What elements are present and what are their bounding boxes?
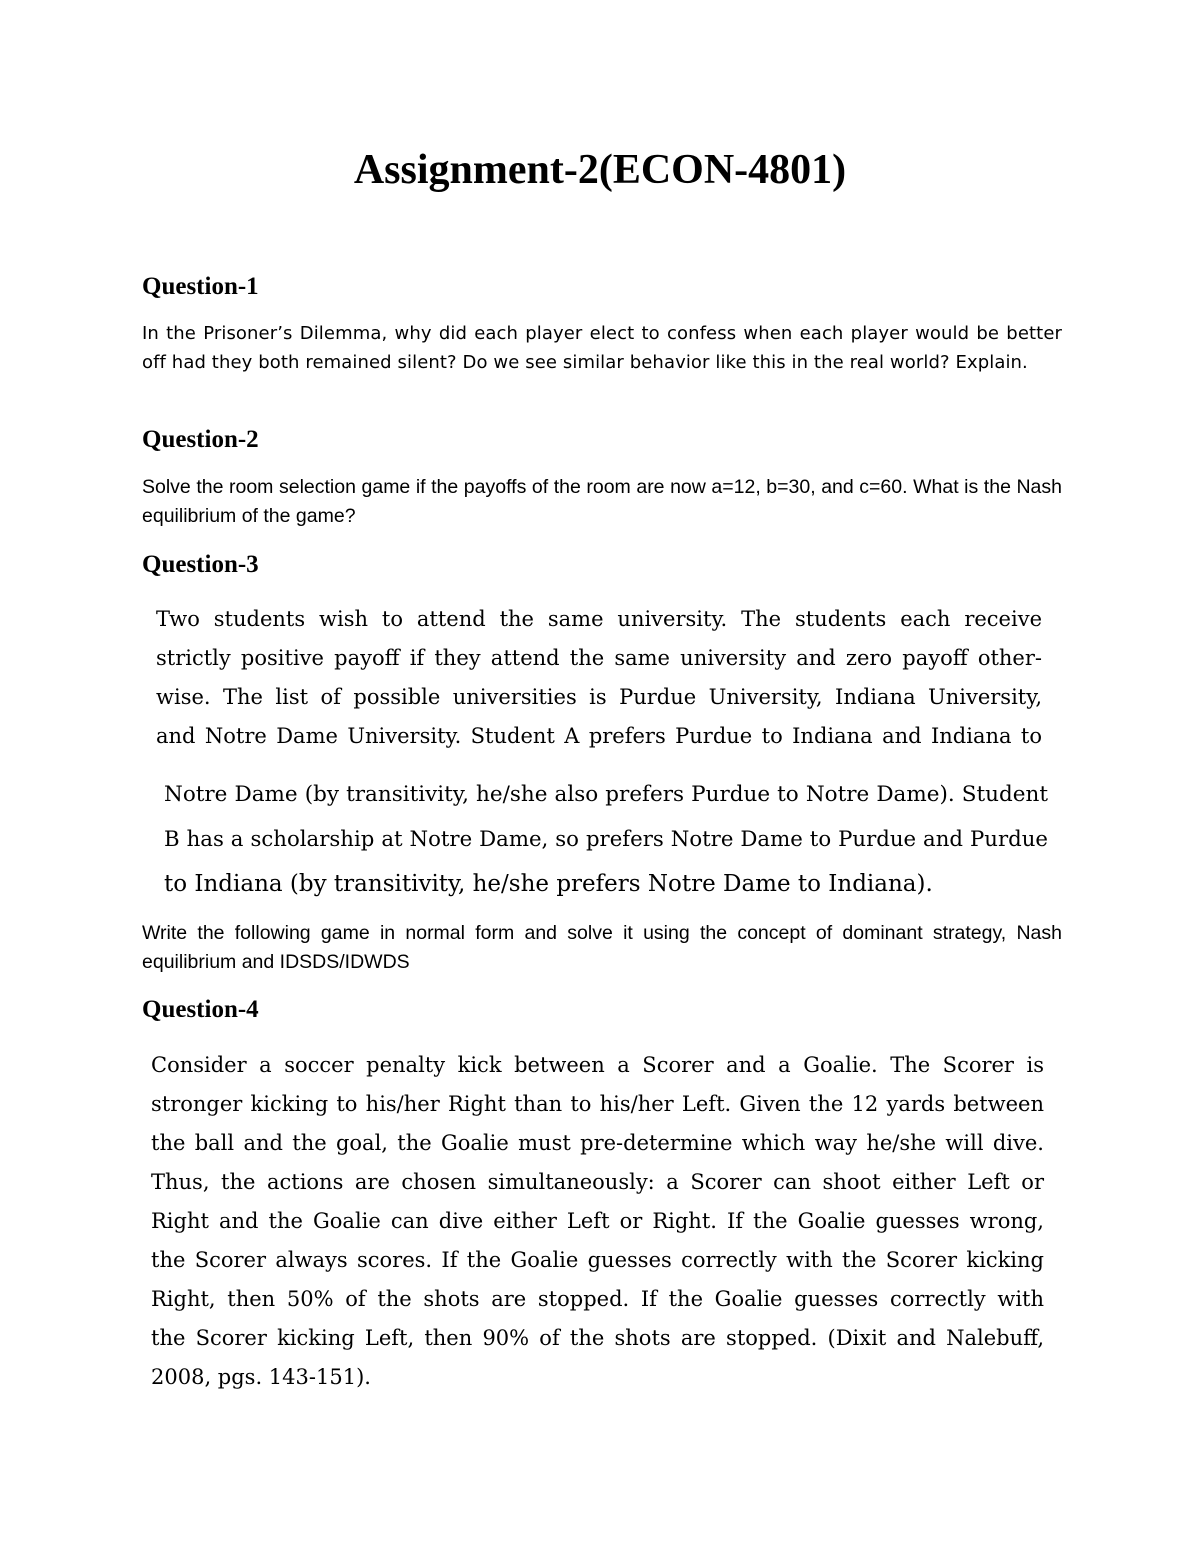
question-4-heading: Question-4 [142, 996, 259, 1023]
excerpt-line: Notre Dame (by transitivity, he/she also prefers Purdue to Notre Dame). Student [164, 782, 1048, 807]
excerpt-line: stronger kicking to his/her Right than to his/her Left. Given the 12 yards between [151, 1092, 1044, 1116]
excerpt-line: Thus, the actions are chosen simultaneously: a Scorer can shoot either Left or [151, 1170, 1044, 1194]
document-title: Assignment-2(ECON-4801) [353, 147, 847, 193]
excerpt-line: the Scorer always scores. If the Goalie guesses correctly with the Scorer kicking [151, 1248, 1044, 1272]
question-1-heading: Question-1 [142, 273, 259, 300]
question-2-heading: Question-2 [142, 426, 259, 453]
question-3-excerpt-b [164, 772, 1048, 907]
question-4-excerpt [151, 1046, 1044, 1397]
excerpt-line: and Notre Dame University. Student A prefers Purdue to Indiana and Indiana to [156, 724, 1042, 748]
excerpt-line: wise. The list of possible universities is Purdue University, Indiana University, [156, 685, 1042, 709]
question-3-excerpt-a [156, 600, 1042, 756]
excerpt-line: to Indiana (by transitivity, he/she prefers Notre Dame to Indiana). [164, 871, 933, 897]
question-3-heading: Question-3 [142, 551, 259, 578]
excerpt-line: Two students wish to attend the same university. The students each receive [156, 607, 1042, 631]
excerpt-line: the ball and the goal, the Goalie must pre-determine which way he/she will dive. [151, 1131, 1044, 1155]
excerpt-line: Consider a soccer penalty kick between a Scorer and a Goalie. The Scorer is [151, 1053, 1044, 1077]
excerpt-line: the Scorer kicking Left, then 90% of the shots are stopped. (Dixit and Nalebuff, [151, 1326, 1044, 1350]
question-2-text: Solve the room selection game if the payoffs of the room are now a=12, b=30, and c=60. What is the Nash equilibrium of the game? [142, 476, 1062, 527]
excerpt-line: B has a scholarship at Notre Dame, so prefers Notre Dame to Purdue and Purdue [164, 827, 1048, 852]
excerpt-line: Right and the Goalie can dive either Left or Right. If the Goalie guesses wrong, [151, 1209, 1044, 1233]
question-3-instruction: Write the following game in normal form and solve it using the concept of dominant strategy, Nash equilibrium and IDSDS/IDWDS [142, 922, 1062, 973]
excerpt-line: strictly positive payoff if they attend the same university and zero payoff other- [156, 646, 1042, 670]
question-1-text: In the Prisoner’s Dilemma, why did each player elect to confess when each player would be better off had they both remained silent? Do we see similar behavior like this in the real world? Explain. [142, 323, 1062, 373]
excerpt-line: Right, then 50% of the shots are stopped. If the Goalie guesses correctly with [151, 1287, 1044, 1311]
excerpt-line: 2008, pgs. 143-151). [151, 1365, 371, 1389]
